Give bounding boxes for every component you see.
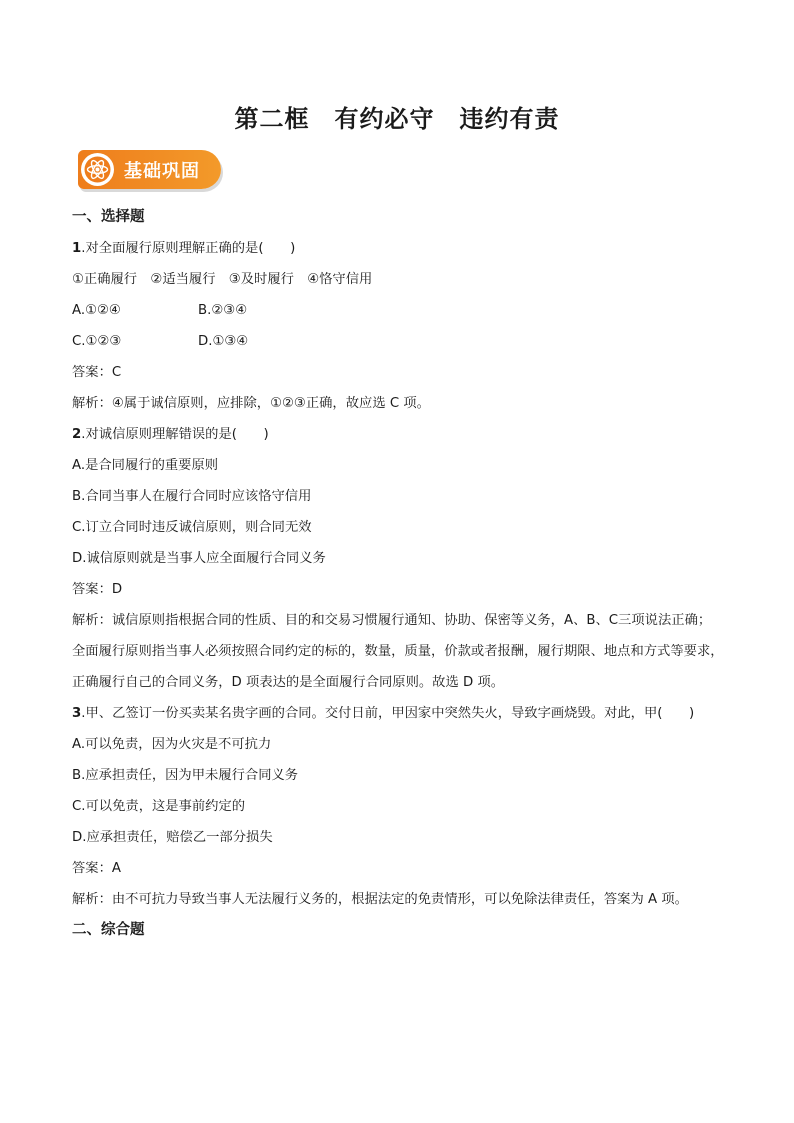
- section-heading: 一、选择题: [72, 209, 145, 225]
- option-d: D.应承担责任，赔偿乙一部分损失: [72, 830, 273, 845]
- explanation: 解析：④属于诚信原则，应排除，①②③正确，故应选 C 项。: [72, 396, 430, 411]
- question-3: [72, 698, 724, 729]
- section-heading: 二、综合题: [72, 922, 145, 938]
- atom-icon: [81, 153, 114, 186]
- question-1: [72, 233, 724, 264]
- options-row: [72, 326, 724, 357]
- option-d: D.①③④: [198, 334, 249, 349]
- answer: 答案：D: [72, 582, 123, 597]
- question-number: 2: [72, 427, 82, 442]
- question-text: .对全面履行原则理解正确的是( ): [81, 241, 296, 256]
- question-statements: ①正确履行 ②适当履行 ③及时履行 ④恪守信用: [72, 272, 373, 287]
- option-b: B.②③④: [198, 303, 248, 318]
- options-row: [72, 295, 724, 326]
- explanation: 解析：由不可抗力导致当事人无法履行义务的，根据法定的免责情形，可以免除法律责任，答案为 A 项。: [72, 892, 688, 907]
- explanation: 解析：诚信原则指根据合同的性质、目的和交易习惯履行通知、协助、保密等义务，A、B、C三项说法正确；全面履行原则指当事人必须按照合同约定的标的，数量，质量，价款或者报酬，履行期限、地点和方式等要求，正确履行自己的合同义务，D 项表达的是全面履行合同原则。故选 D 项。: [72, 613, 724, 690]
- section-badge: [78, 150, 221, 189]
- answer: 答案：C: [72, 365, 122, 380]
- option-a: A.是合同履行的重要原则: [72, 458, 219, 473]
- page-title: 第二框 有约必守 违约有责: [234, 104, 560, 133]
- answer: 答案：A: [72, 861, 121, 876]
- option-d: D.诚信原则就是当事人应全面履行合同义务: [72, 551, 326, 566]
- option-a: A.可以免责，因为火灾是不可抗力: [72, 737, 272, 752]
- question-number: 1: [72, 241, 82, 256]
- question-text: .甲、乙签订一份买卖某名贵字画的合同。交付日前，甲因家中突然失火，导致字画烧毁。对此，甲( ): [81, 706, 695, 721]
- option-c: C.①②③: [72, 334, 122, 349]
- question-text: .对诚信原则理解错误的是( ): [81, 427, 269, 442]
- option-c: C.订立合同时违反诚信原则，则合同无效: [72, 520, 312, 535]
- option-a: A.①②④: [72, 303, 121, 318]
- worksheet-content: [72, 202, 724, 946]
- question-2: [72, 419, 724, 450]
- question-number: 3: [72, 706, 82, 721]
- badge-label: 基础巩固: [124, 161, 200, 182]
- option-c: C.可以免责，这是事前约定的: [72, 799, 246, 814]
- option-b: B.合同当事人在履行合同时应该恪守信用: [72, 489, 312, 504]
- option-b: B.应承担责任，因为甲未履行合同义务: [72, 768, 299, 783]
